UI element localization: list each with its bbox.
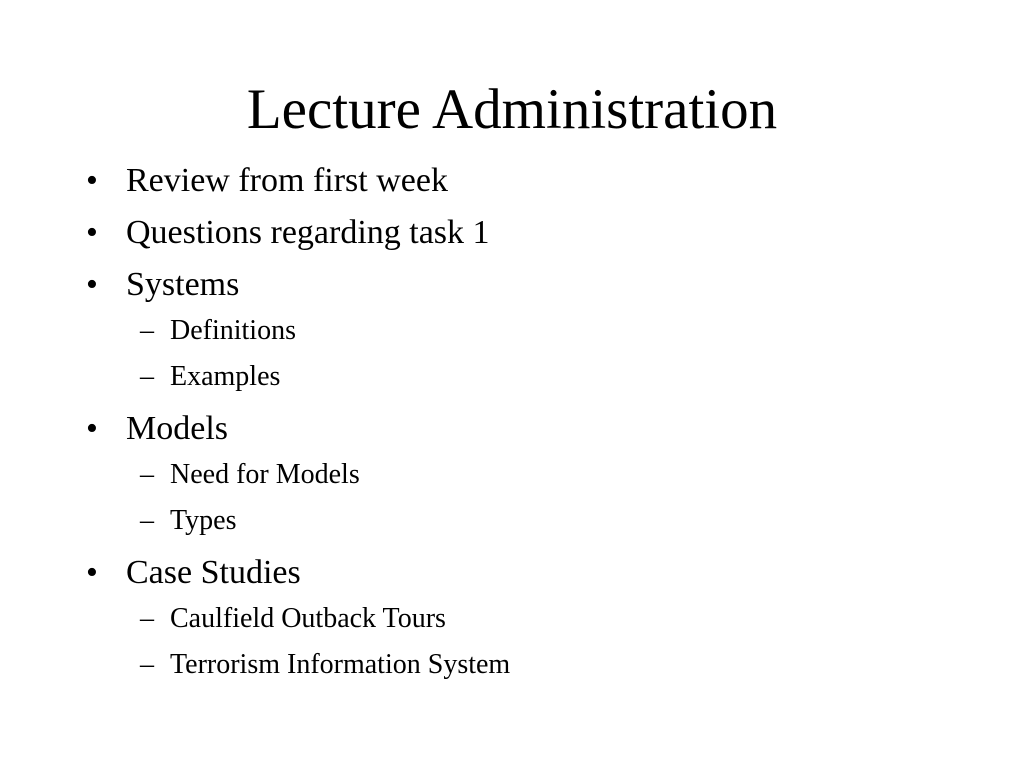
sub-bullet-text: Types bbox=[170, 505, 237, 536]
bullet-text: Systems bbox=[126, 266, 240, 303]
bullet-text: Models bbox=[126, 410, 228, 447]
sub-bullet-marker: – bbox=[140, 649, 154, 680]
slide-title: Lecture Administration bbox=[246, 78, 778, 141]
sub-bullet-marker: – bbox=[140, 603, 154, 634]
sub-bullet-marker: – bbox=[140, 361, 154, 392]
bullet-marker: • bbox=[86, 266, 98, 303]
sub-bullet-text: Examples bbox=[170, 361, 281, 392]
sub-bullet-text: Need for Models bbox=[170, 459, 360, 490]
sub-bullet-item bbox=[86, 498, 510, 544]
sub-bullet-item bbox=[86, 354, 510, 400]
sub-bullet-item bbox=[86, 308, 510, 354]
bullet-marker: • bbox=[86, 410, 98, 447]
bullet-text: Questions regarding task 1 bbox=[126, 214, 490, 251]
bullet-list bbox=[86, 158, 510, 688]
bullet-item bbox=[86, 262, 510, 308]
sub-bullet-item bbox=[86, 596, 510, 642]
bullet-item bbox=[86, 210, 510, 256]
bullet-marker: • bbox=[86, 554, 98, 591]
sub-bullet-item bbox=[86, 642, 510, 688]
sub-bullet-marker: – bbox=[140, 505, 154, 536]
bullet-item bbox=[86, 406, 510, 452]
sub-bullet-text: Caulfield Outback Tours bbox=[170, 603, 446, 634]
bullet-item bbox=[86, 158, 510, 204]
bullet-text: Case Studies bbox=[126, 554, 301, 591]
sub-bullet-marker: – bbox=[140, 315, 154, 346]
sub-bullet-text: Terrorism Information System bbox=[170, 649, 511, 680]
sub-bullet-marker: – bbox=[140, 459, 154, 490]
sub-bullet-item bbox=[86, 452, 510, 498]
bullet-text: Review from first week bbox=[126, 162, 448, 199]
bullet-marker: • bbox=[86, 162, 98, 199]
sub-bullet-text: Definitions bbox=[170, 315, 296, 346]
bullet-marker: • bbox=[86, 214, 98, 251]
bullet-item bbox=[86, 550, 510, 596]
